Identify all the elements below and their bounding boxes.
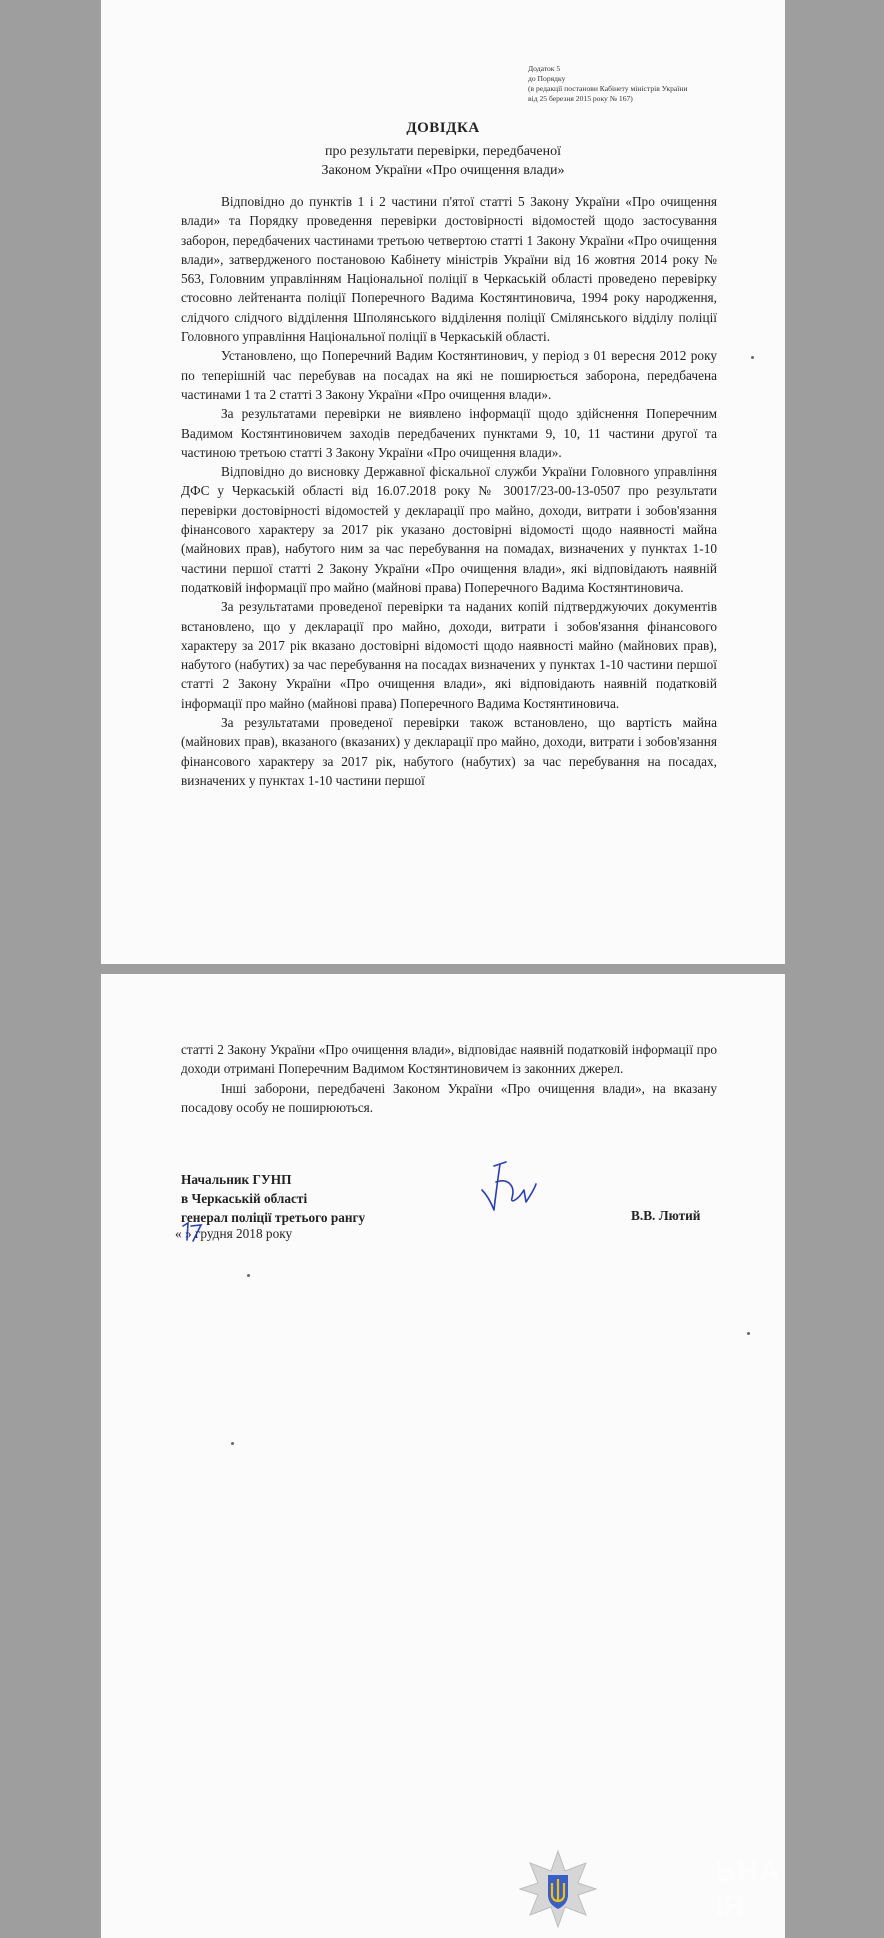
- paragraph-continuation: статті 2 Закону України «Про очищення влади», відповідає наявній податковій інформації про доходи отримані Поперечним Вадимом Костянтиновичем із законних джерел.: [181, 1042, 717, 1077]
- subtitle-line: про результати перевірки, передбаченої: [324, 144, 562, 159]
- watermark-line: ІЯ: [715, 1890, 746, 1922]
- appendix-line: (в редакції постанови Кабінету міністрів України: [528, 84, 688, 93]
- scan-speck: [231, 1442, 234, 1445]
- signatory-title-line: генерал поліції третього рангу: [181, 1210, 366, 1225]
- appendix-line: до Порядку: [528, 74, 566, 83]
- paragraph: Установлено, що Поперечний Вадим Костянтинович, у період з 01 вересня 2012 року по теперішній час перебував на посадах на які не поширюється заборона, передбачена частинами 1 та 2 статті 3 Закону України «Про очищення влади».: [181, 348, 717, 402]
- paragraph: Інші заборони, передбачені Законом України «Про очищення влади», на вказану посадову особу не поширюються.: [181, 1080, 717, 1115]
- document-body-continued: [181, 1040, 717, 1117]
- appendix-note: [528, 64, 768, 104]
- document-page-2: [101, 974, 785, 1938]
- paragraph: За результатами проведеної перевірки також встановлено, що вартість майна (майнових прав), вказаного (вказаних) у декларації про майно, доходи, витрати і зобов'язання фінансового характеру за 2017 рік, набутого (набутих) за час перебування на посадах, визначених у пунктах 1-10 частини першої: [181, 715, 717, 788]
- scan-speck: [247, 1274, 250, 1277]
- police-star-logo: [518, 1849, 598, 1929]
- signature-date: « » грудня 2018 року: [175, 1226, 293, 1241]
- scan-speck: [751, 356, 754, 359]
- document-page-1: [101, 0, 785, 964]
- subtitle-line: Законом України «Про очищення влади»: [321, 163, 565, 178]
- paragraph: Відповідно до висновку Державної фіскальної служби України Головного управління ДФС у Черкаській області від 16.07.2018 року № 30017/23-00-13-0507 про результати перевірки достовірності відомостей у декларації про майно, доходи, витрати і зобов'язання фінансового характеру за 2017 рік указано достовірні відомості щодо наявності майна (майнових прав), набутого ним за час перебування на помадах, визначених у пунктах 1-10 частини першої статті 2 Закону України «Про очищення влади», які відповідають наявній податковій інформації про майно (майнові права) Поперечного Вадима Костянтиновича.: [181, 464, 717, 595]
- signatory-title-line: Начальник ГУНП: [181, 1172, 292, 1187]
- paragraph: Відповідно до пунктів 1 і 2 частини п'ятої статті 5 Закону України «Про очищення влади» та Порядку проведення перевірки достовірності відомостей щодо застосування заборон, передбачених частинами третьою четвертою статті 1 Закону України «Про очищення влади», затвердженого постановою Кабінету міністрів України від 16 жовтня 2014 року № 563, Головним управлінням Національної поліції в Черкаській області проведено перевірку стосовно лейтенанта поліції Поперечного Вадима Костянтиновича, 1994 року народження, слідчого слідчого відділення Шполянського відділення поліції Смілянського відділу поліції Головного управління Національної поліції в Черкаській області.: [181, 194, 717, 345]
- appendix-line: від 25 березня 2015 року № 167): [528, 94, 633, 103]
- document-subtitle: [101, 142, 785, 180]
- paragraph: За результатами проведеної перевірки та наданих копій підтверджуючих документів встановлено, що у декларації про майно, доходи, витрати і зобов'язання фінансового характеру за 2017 рік вказано достовірні відомості щодо наявності майно (майнових прав), набутого (набутих) за час перебування на посадах визначених у пунктах 1-10 частини першої статті 2 Закону України «Про очищення влади», які відповідають наявній податковій інформації про майно (майнові права) Поперечного Вадима Костянтиновича.: [181, 599, 717, 711]
- signatory-name: В.В. Лютий: [631, 1208, 701, 1223]
- watermark-line: ЬНА: [715, 1856, 781, 1888]
- scan-speck: [747, 1332, 750, 1335]
- handwritten-signature: [476, 1160, 546, 1220]
- signatory-title-line: в Черкаській області: [181, 1191, 308, 1206]
- appendix-line: Додаток 5: [528, 64, 561, 73]
- paragraph: За результатами перевірки не виявлено інформації щодо здійснення Поперечним Вадимом Костянтиновичем заходів передбачених пунктами 9, 10, 11 частини другої та частиною третьою статті 3 Закону України «Про очищення влади».: [181, 406, 717, 460]
- document-title: ДОВІДКА: [406, 120, 480, 136]
- watermark-text: [715, 1855, 781, 1923]
- handwritten-date-day: [179, 1220, 205, 1244]
- document-body: [181, 192, 717, 790]
